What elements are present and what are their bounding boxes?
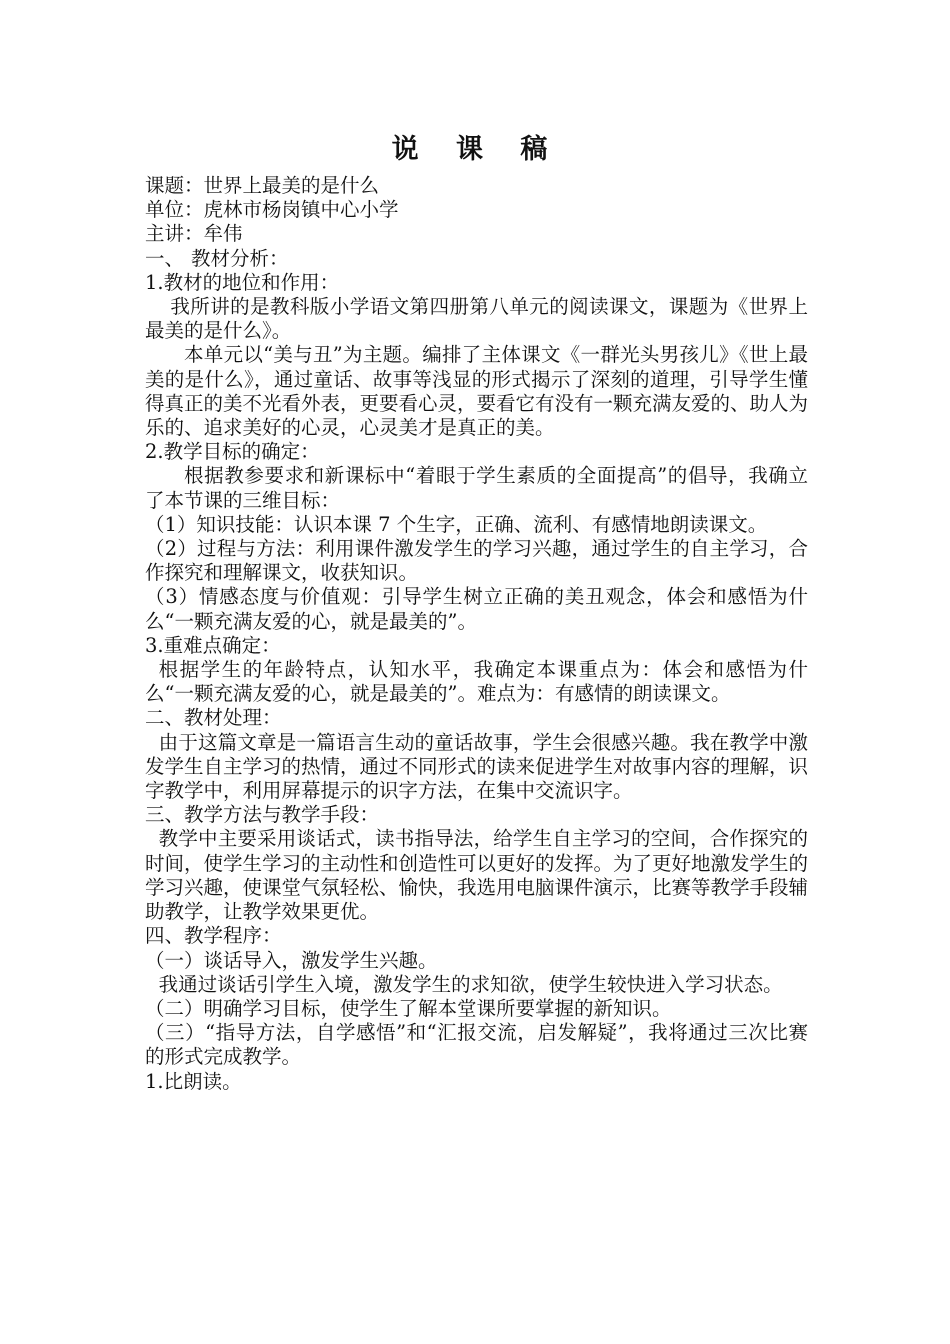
topic-line: 课题：世界上最美的是什么	[145, 174, 380, 197]
document-title: 说 课 稿	[391, 134, 562, 165]
step-2-heading: （二）明确学习目标，使学生了解本堂课所要掌握的新知识。	[145, 996, 672, 1020]
section-1-title: 教材分析：	[191, 246, 289, 270]
subsection-1-2: 2.教学目标的确定：	[145, 440, 320, 464]
paragraph-7: 我通过谈话引学生入境，激发学生的求知欲，使学生较快进入学习状态。	[158, 972, 783, 996]
section-4-heading: 四、教学程序：	[145, 924, 282, 948]
goal-2: （2）过程与方法：利用课件激发学生的学习兴趣，通过学生的自主学习，合作探究和理解课文，收获知识。	[145, 537, 808, 585]
paragraph-1: 我所讲的是教科版小学语文第四册第八单元的阅读课文，课题为《世界上最美的是什么》。	[145, 295, 808, 343]
section-1-heading	[145, 247, 808, 271]
step-3-item-1: 1.比朗读。	[145, 1069, 242, 1093]
paragraph-3: 根据教参要求和新课标中“着眼于学生素质的全面提高”的倡导，我确立了本节课的三维目标：	[145, 464, 808, 512]
unit-line: 单位：虎林市杨岗镇中心小学	[145, 198, 399, 222]
goal-3: （3）情感态度与价值观：引导学生树立正确的美丑观念，体会和感悟为什么“一颗充满友爱的心，就是最美的”。	[145, 585, 808, 633]
speaker-line: 主讲：牟伟	[145, 222, 243, 246]
paragraph-5: 由于这篇文章是一篇语言生动的童话故事，学生会很感兴趣。我在教学中激发学生自主学习的热情，通过不同形式的读来促进学生对故事内容的理解，识字教学中，利用屏幕提示的识字方法，在集中交流识字。	[145, 730, 809, 803]
subsection-1-3: 3.重难点确定：	[145, 633, 281, 657]
section-1-number: 一、	[145, 246, 185, 270]
subsection-1-1: 1.教材的地位和作用：	[145, 270, 340, 294]
paragraph-4: 根据学生的年龄特点，认知水平，我确定本课重点为：体会和感悟为什么“一颗充满友爱的心，就是最美的”。难点为：有感情的朗读课文。	[145, 658, 808, 706]
paragraph-6: 教学中主要采用谈话式，读书指导法，给学生自主学习的空间，合作探究的时间，使学生学习的主动性和创造性可以更好的发挥。为了更好地激发学生的学习兴趣，使课堂气氛轻松、愉快，我选用电脑课件演示，比赛等教学手段辅助教学，让教学效果更优。	[145, 827, 809, 924]
paragraph-2: 本单元以“美与丑”为主题。编排了主体课文《一群光头男孩儿》《世上最美的是什么》，通过童话、故事等浅显的形式揭示了深刻的道理，引导学生懂得真正的美不光看外表，更要看心灵，要看它有没有一颗充满友爱的、助人为乐的、追求美好的心灵，心灵美才是真正的美。	[145, 343, 809, 440]
step-1-heading: （一）谈话导入，激发学生兴趣。	[145, 948, 438, 972]
step-3-heading: （三）“指导方法，自学感悟”和“汇报交流，启发解疑”，我将通过三次比赛的形式完成教学。	[145, 1021, 808, 1069]
goal-1: （1）知识技能：认识本课 7 个生字，正确、流利、有感情地朗读课文。	[145, 512, 768, 536]
section-2-heading: 二、教材处理：	[145, 706, 282, 730]
section-3-heading: 三、教学方法与教学手段：	[145, 803, 380, 827]
